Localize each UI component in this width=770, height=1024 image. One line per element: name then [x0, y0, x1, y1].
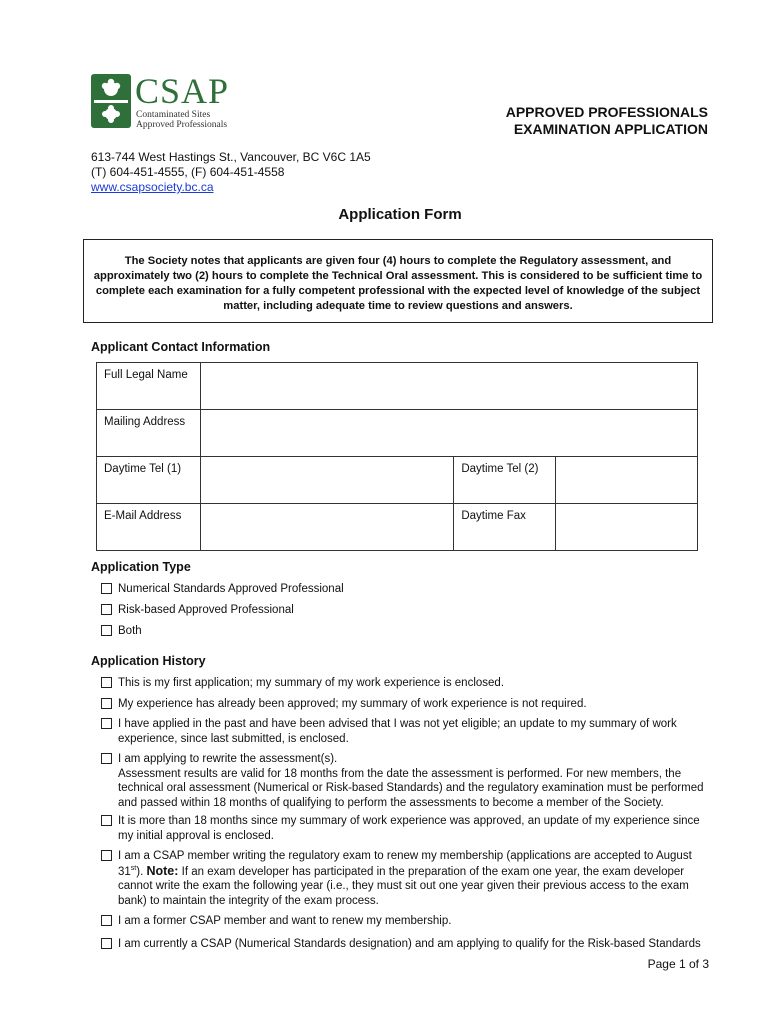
society-website-link[interactable]: www.csapsociety.bc.ca: [91, 180, 214, 194]
renewal-text: I am a CSAP member writing the regulatory exam to renew my membership (applications are accepted to August 31: [118, 850, 692, 878]
application-history-heading: Application History: [91, 654, 206, 668]
daytime-tel-2-field[interactable]: [556, 457, 698, 504]
option-label: Risk-based Approved Professional: [118, 604, 294, 616]
checkbox[interactable]: [101, 677, 112, 688]
application-type-option-risk-based[interactable]: [101, 603, 294, 618]
logo-subtitle-line1: Contaminated Sites: [136, 110, 211, 120]
renewal-text-end: ).: [136, 865, 144, 878]
society-contact: [91, 150, 371, 195]
option-label: I have applied in the past and have been advised that I was not yet eligible; an update to my summary of work experience, since last submitted, is enclosed.: [118, 718, 677, 745]
option-label: [118, 752, 708, 810]
history-option-rewrite[interactable]: [101, 752, 708, 810]
daytime-tel-1-label: Daytime Tel (1): [97, 457, 201, 504]
option-label: This is my first application; my summary of my work experience is enclosed.: [118, 677, 505, 689]
checkbox[interactable]: [101, 938, 112, 949]
note-label: Note:: [146, 863, 179, 878]
history-option-risk-based-qualification[interactable]: [101, 937, 701, 952]
society-address: 613-744 West Hastings St., Vancouver, BC V6C 1A5: [91, 150, 371, 164]
page-number: Page 1 of 3: [647, 957, 709, 971]
checkbox[interactable]: [101, 604, 112, 615]
history-option-member-renewal-exam[interactable]: [101, 849, 708, 908]
document-title-line2: EXAMINATION APPLICATION: [513, 121, 708, 137]
mailing-address-field[interactable]: [200, 410, 697, 457]
full-legal-name-field[interactable]: [200, 363, 697, 410]
time-allowance-notice: The Society notes that applicants are given four (4) hours to complete the Regulatory assessment, and approximately two (2) hours to complete the Technical Oral assessment. This is considered to be sufficient time to complete each examination for a fully competent professional with the expected level of knowledge of the subject matter, including adequate time to review questions and answers.: [83, 239, 713, 323]
option-label: I am currently a CSAP (Numerical Standards designation) and am applying to qualify for the Risk-based Standards: [118, 938, 701, 950]
option-label: It is more than 18 months since my summary of work experience was approved, an update of my experience since my initial approval is enclosed.: [118, 815, 700, 842]
email-address-field[interactable]: [200, 504, 453, 551]
document-title: [506, 104, 708, 138]
csap-logo: [91, 71, 251, 132]
application-type-option-numerical[interactable]: [101, 582, 344, 597]
checkbox[interactable]: [101, 718, 112, 729]
daytime-tel-2-label: Daytime Tel (2): [454, 457, 556, 504]
form-title: Application Form: [338, 206, 462, 223]
option-label: [118, 849, 708, 908]
history-option-first-application[interactable]: [101, 676, 504, 691]
full-legal-name-label: Full Legal Name: [97, 363, 201, 410]
history-option-already-approved[interactable]: [101, 697, 587, 712]
checkbox[interactable]: [101, 915, 112, 926]
checkbox[interactable]: [101, 583, 112, 594]
note-text: If an exam developer has participated in the preparation of the exam one year, the exam developer cannot write the exam the following year (i.e., they must sit out one year given their previous access to the exam bank) to maintain the integrity of the exam process.: [118, 865, 689, 907]
logo-subtitle-line2: Approved Professionals: [136, 120, 228, 130]
document-title-line1: APPROVED PROFESSIONALS: [505, 104, 708, 120]
checkbox[interactable]: [101, 698, 112, 709]
society-phone-fax: (T) 604-451-4555, (F) 604-451-4558: [91, 165, 285, 179]
applicant-contact-table: [96, 362, 698, 551]
ordinal-suffix: st: [130, 864, 137, 872]
logo-wordmark: CSAP: [135, 71, 230, 111]
option-label: Numerical Standards Approved Professional: [118, 583, 344, 595]
history-option-former-member[interactable]: [101, 914, 451, 929]
option-label: My experience has already been approved; my summary of work experience is not required.: [118, 698, 587, 710]
history-option-update-experience[interactable]: [101, 814, 708, 843]
daytime-tel-1-field[interactable]: [200, 457, 453, 504]
checkbox[interactable]: [101, 815, 112, 826]
checkbox[interactable]: [101, 625, 112, 636]
application-type-option-both[interactable]: [101, 624, 142, 639]
application-type-heading: Application Type: [91, 560, 191, 574]
rewrite-details: Assessment results are valid for 18 months from the date the assessment is performed. For new members, the technical oral assessment (Numerical or Risk-based Standards) and the regulatory examination must be performed and passed within 18 months of qualifying to perform the assessments to become a member of the Society.: [118, 767, 704, 809]
checkbox[interactable]: [101, 850, 112, 861]
checkbox[interactable]: [101, 753, 112, 764]
csap-logo-mark-icon: [91, 74, 131, 128]
mailing-address-label: Mailing Address: [97, 410, 201, 457]
daytime-fax-field[interactable]: [556, 504, 698, 551]
option-label: I am a former CSAP member and want to renew my membership.: [118, 915, 452, 927]
option-label: Both: [118, 625, 142, 637]
history-option-previously-ineligible[interactable]: [101, 717, 708, 746]
daytime-fax-label: Daytime Fax: [454, 504, 556, 551]
email-address-label: E-Mail Address: [97, 504, 201, 551]
applicant-contact-heading: Applicant Contact Information: [91, 340, 271, 354]
rewrite-label: I am applying to rewrite the assessment(s).: [118, 753, 338, 765]
